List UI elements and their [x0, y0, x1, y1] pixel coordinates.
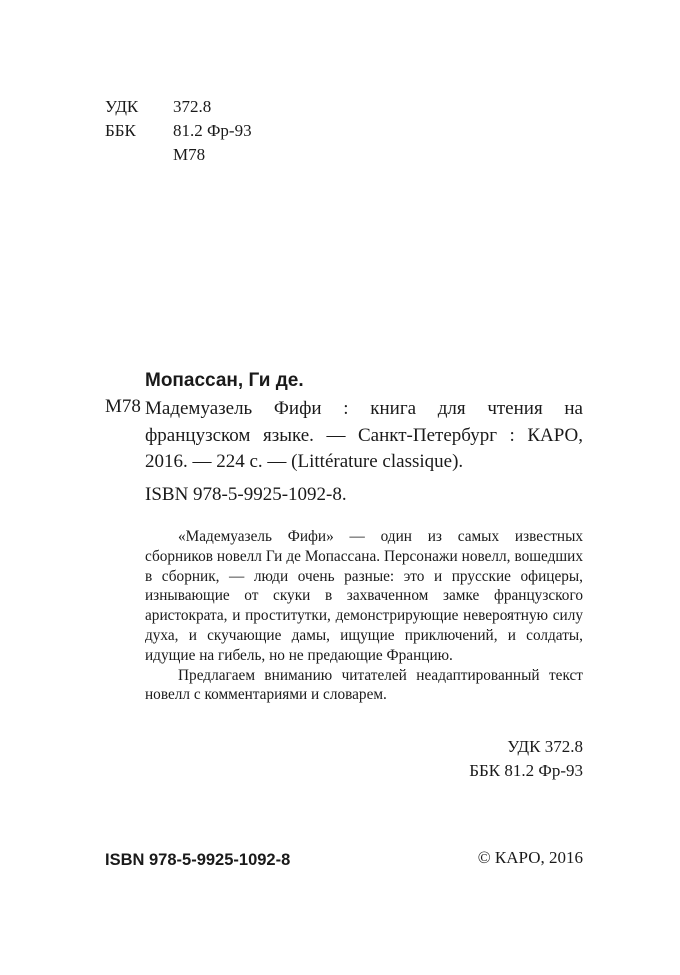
- bbk-row: [105, 120, 252, 142]
- bbk-label: ББК: [105, 121, 136, 140]
- annotation: [145, 527, 583, 705]
- record-author-sign: М78: [105, 396, 141, 417]
- udk-row: [105, 96, 211, 118]
- annotation-paragraph: «Мадемуазель Фифи» — один из самых известных сборников новелл Ги де Мопассана. Персонажи новелл, вошедших в сборник, — люди очень разные: это и прусские офицеры, изнывающие от скуки в захваченном замке французского аристократа, и проститутки, демонстрирующие невероятную силу духа, и скучающие дамы, ищущие приключений, и солдаты, идущие на гибель, но не предающие Францию.: [145, 528, 583, 664]
- bbk-bottom: ББК 81.2 Фр-93: [469, 761, 583, 780]
- author-sign-row: [105, 144, 205, 166]
- record-isbn: ISBN 978-5-9925-1092-8.: [145, 484, 347, 505]
- isbn-bottom: ISBN 978-5-9925-1092-8: [105, 851, 291, 869]
- udk-bottom: УДК 372.8: [507, 737, 583, 756]
- copyright: © КАРО, 2016: [477, 848, 583, 867]
- udk-label: УДК: [105, 97, 139, 116]
- annotation-paragraph: Предлагаем вниманию читателей неадаптированный текст новелл с комментариями и словарем.: [145, 666, 583, 704]
- author-sign-top: М78: [173, 145, 206, 164]
- record-description: Мадемуазель Фифи : книга для чтения на французском языке. — Санкт-Петербург : КАРО, 2016. — 224 с. — (Littérature classique).: [145, 398, 583, 472]
- bbk-value: 81.2 Фр-93: [173, 121, 252, 140]
- udk-value: 372.8: [173, 97, 212, 116]
- record-author: Мопассан, Ги де.: [145, 370, 304, 391]
